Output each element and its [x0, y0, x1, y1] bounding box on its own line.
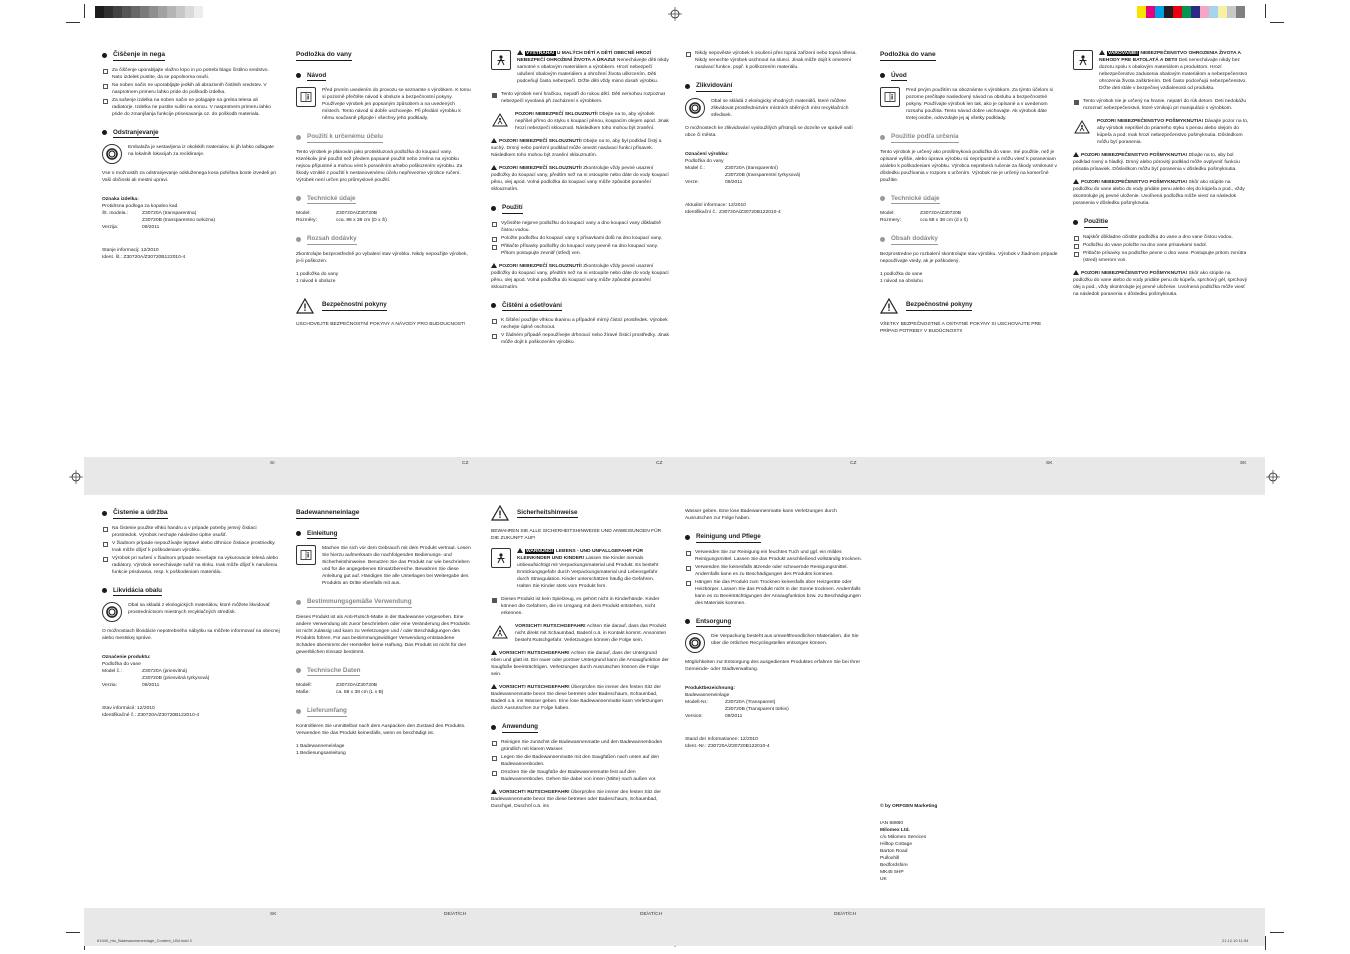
list-item: Přitlačte přísavky podložky do koupací vany pevně na dno koupací vany. Přitom postupujte zevnitř (střed) ven. [491, 243, 669, 257]
language-label: DE/AT/CH [640, 912, 663, 917]
warning-label: VÝSTRAHA! [526, 51, 555, 56]
warning-text: Skôr ako stúpite na podložku do vane alebo do vody pridáte penu alebo olej do kúpeľa a pod., vždy skontrolujte jej pevné uloženie. Uvoľnená podložka môže viesť na následok poranenia v dôsledku pošmyknutia. [1073, 180, 1245, 206]
delivery-item: 1 návod na obsluhu [880, 278, 923, 284]
crop-mark [1270, 932, 1284, 933]
paragraph: Tento výrobek je plánován jako protiskluzová podložka do koupací vany. Kterékoliv jiné použití než předem popsané použití nebo změna na výrobku nejsou přípustné a mohou vést k poraněním a/nebo poškozením výrobku. Za škody vzniklé z použití k nestanovenému účelu nepřevezme výrobce ručení. Výrobek není určen pro průmyslové použití. [296, 149, 463, 183]
recycle-icon [685, 633, 705, 653]
paragraph: Před prvním uvedením do provozu se seznamte s výrobkem. K tomu si pozorně přečtěte návod k obsluze a bezpečnostní pokyny. Používejte výrobek jen popsaným způsobem a na uvedených místech. Tento návod si dobře uschovejte. Při předání výrobku k němu současně připojte i všechny jeho podklady. [322, 88, 471, 121]
safety-note: USCHOVEJTE BEZPEČNOSTNÍ POKYNY A NÁVODY PRO BUDOUCNOST! [296, 321, 466, 327]
list-item: Vyčistěte nejprve podložku do koupací vany a dno koupací vany důkladně čistou vodou. [491, 220, 669, 234]
list-item: Za čiščenje uporabljajte vlažno krpo in po potrebi blago čistilno sredstvo. Nato izdelek pustite, da se popolnoma osuši. [102, 67, 280, 81]
section-heading: Anwendung [491, 722, 669, 733]
color-swatch [1209, 6, 1218, 18]
section-heading: Sicherheitshinweise [491, 504, 669, 522]
language-label: SI [270, 461, 275, 466]
spec-value: Z30720B (transparentno turkizna) [142, 218, 216, 223]
spec-key [102, 675, 142, 682]
list-item: Nikdy nepověste výrobek k osušení přes topná zařízení nebo topná tělesa. Nikdy nenechte výrobek uschnout na slunci. Jinak může dojít k omezení nasávací funkce, popř. k poškozením materiálu. [685, 50, 863, 71]
safety-note: VŠETKY BEZPEČNOSTNÉ A OSTATNÉ POKYNY SI USCHOVAJTE PRE PRÍPAD POTREBY V BUDÚCNOSTI! [880, 321, 1042, 334]
page-title: Podložka do vany [296, 50, 474, 61]
language-label: CZ [462, 461, 469, 466]
spec-key: Model č.: [685, 165, 705, 171]
spec-key: Model: [880, 211, 895, 216]
paragraph: O možnostech ke zlikvidování vysloužilých přístrojů se dozvíte ve správě vaší obce či města. [685, 125, 853, 138]
list-item: Najskôr dôkladne očistite podložku do vane a dno vane čistou vodou. [1073, 234, 1251, 241]
language-label: SK [1046, 461, 1053, 466]
crop-mark [66, 932, 80, 933]
spec-key: Verzia: [102, 683, 117, 688]
section-heading: Čistenie a údržba [102, 508, 280, 519]
info-book-icon [296, 87, 316, 107]
spec-key: Model: [296, 211, 311, 216]
color-swatch [194, 6, 203, 18]
list-item: Verwenden Sie zur Reinigung ein feuchtes Tuch und ggf. ein mildes Reinigungsmittel. Lassen Sie das Produkt anschließend vollständig trocknen. [685, 549, 863, 563]
list-item: Tento výrobok nie je určený na hranie, nepatrí do rúk detom. Deti nedokážu rozoznať nebezpečenstvá, ktoré vznikajú pri manipulácii s výrobkom. [1073, 98, 1251, 112]
warning-text: Dbajte na to, aby bol podklad rovný a hladký. Drsný alebo pórovitý podklad môže ovplyvniť funkciu prisatia prísaviek. Dôsledkom môžu byť poranenia v dôsledku pošmyknutia. [1073, 153, 1240, 172]
column-de-2 [491, 504, 669, 816]
crop-mark [1265, 4, 1266, 18]
column-sk-1 [880, 50, 1058, 341]
spec-value: 09/2011 [725, 714, 743, 719]
crop-mark [1270, 22, 1284, 23]
list-item: Legen Sie die Badewannenmatte mit den Saugfüßen nach unten auf den Badewannenboden. [491, 754, 669, 768]
spec-value: Z30720A (transparentna) [142, 211, 197, 216]
ident-number: Ident. št.: Z30720A/Z30720B122010-4 [102, 255, 186, 260]
warning-text: Zkontrolujte vždy pevné usazení podložky do koupací vany, předtím než na ni vstoupíte nebo dáte do vody koupací pěnu, olej apod. Volná podložka do koupací vany může způsobit poranění sklouznutím. [491, 166, 669, 192]
warning-text: Achten Sie darauf, dass das Produkt nicht direkt mit Schaumbad, Badeöl o.ä. in Kontakt kommt. Ansonsten besteht Rutschgefahr. Verletzungen können die Folge sein. [515, 624, 667, 643]
warning-text: Lassen Sie Kinder niemals unbeaufsichtigt mit Verpackungsmaterial und Produkt. Es besteht Erstickungsgefahr durch Verpackungsmaterial und Lebensgefahr durch Strangulation. Kinder unterschätzen häufig die Gefahren. Halten Sie Kinder stets vom Produkt fern. [517, 556, 659, 589]
list-item: Na čistenie použite vlhkú handru a v prípade potreby jemný čistiaci prostriedok. Výrobok nechajte následne úplne osušiť. [102, 525, 280, 539]
color-swatch [104, 6, 113, 18]
cmyk-color-bar [1137, 6, 1245, 18]
warning-title: POZOR! NEBEZPEČÍ SKLOUZNUTÍ! [515, 112, 598, 117]
section-heading: Entsorgung [685, 617, 863, 628]
crop-mark [66, 22, 80, 23]
warning-text: Zkontrolujte vždy pevné usazení podložky do koupací vany, předtím než na ni vstoupíte nebo dáte do vody koupací pěnu, olej apod. Volná podložka do koupací vany může způsobit poranění sklouznutím. [491, 263, 669, 290]
delivery-item: 1 podložka do vany [296, 271, 339, 277]
language-label: SK [270, 912, 277, 917]
warning-title: POZOR! NEBEZPEČÍ SKLOUZNUTÍ! [499, 139, 582, 144]
paragraph: Obal sa skladá z ekologických materiálov, ktoré môžete likvidovať prostredníctvom miestnych recyklačných stredísk. [128, 603, 271, 615]
section-heading: Použitie podľa určenia [880, 132, 1058, 143]
section-heading: Úvod [880, 71, 1058, 82]
list-item: Podložku do vane položte na dno vane prísavkami nadol. [1073, 242, 1251, 249]
info-date: Aktuální informace: 12/2010 [685, 202, 746, 208]
recycle-icon [102, 602, 122, 622]
warning-text: Nenechávejte děti nikdy samotné s obalovým materiálem a výrobkem. Hrozí nebezpečí udušení obalovým materiálem a ohrožení života uškrcením. Děti podceňují často nebezpečí. Držte děti vždy mimo dosah výrobku. [517, 58, 669, 84]
spec-key: Modell: [296, 683, 312, 688]
section-heading: Einleitung [296, 529, 474, 540]
crop-mark [1265, 936, 1266, 950]
child-warning-icon [491, 50, 511, 70]
color-swatch [95, 6, 104, 18]
info-date: Stanje informacij: 12/2010 [102, 248, 159, 253]
warning-text: Achten Sie darauf, dass der Untergrund eben und glatt ist. Ein rauer oder poröser Untergrund kann die Ansaugfunktion der Saugfüße beeinträchtigen. Verletzungen durch Ausrutschen können die Folge sein. [491, 651, 669, 677]
section-heading: Obsah dodávky [880, 234, 1058, 245]
list-item: Dieses Produkt ist kein Spielzeug, es gehört nicht in Kinderhände. Kinder können die Gefahren, die im Umgang mit dem Produkt entstehen, nicht erkennen. [491, 596, 669, 617]
color-swatch [203, 6, 212, 18]
address-line: Hilltop Cottage [880, 842, 913, 847]
ident-number: Ident.-Nr.: Z30720A/Z30720B122010-4 [685, 744, 770, 749]
section-heading: Bezpečnostné pokyny [880, 297, 1058, 315]
delivery-item: 1 návod k obsluze [296, 278, 336, 284]
warning-label: VAROVANIE! [1108, 51, 1138, 56]
warning-triangle-icon [296, 297, 314, 315]
spec-value: 09/2011 [142, 225, 160, 230]
product-name: Protidrsna podloga za kopalno kad [102, 204, 178, 209]
product-label-heading: Označenie produktu: [102, 655, 151, 660]
warning-title: POZOR! NEBEZPEČÍ SKLOUZNUTÍ! [499, 166, 582, 171]
color-swatch [1155, 6, 1164, 18]
color-swatch [158, 6, 167, 18]
warning-text: Dbejte na to, aby byl podklad čistý a suchý. Drsný nebo porézní podklad může omezit nasávací funkci přísavek. Následkem toho mohou být zranění sklouznutím. [491, 139, 662, 158]
address-line: MK45 5HP [880, 870, 904, 875]
color-swatch [1236, 6, 1245, 18]
warning-title: POZOR! NEBEZPEČENSTVO POŠMYKNUTIA! [1081, 153, 1188, 158]
company-name: Milomex Ltd. [880, 828, 910, 833]
product-label-heading: Označení výrobku: [685, 151, 729, 157]
ident-number: Identifikačné č.: Z30720A/Z30720B122010-4 [102, 713, 200, 718]
section-heading: Technické údaje [296, 194, 474, 205]
delivery-item: 1 Bedienungsanleitung [296, 750, 346, 756]
color-swatch [1227, 6, 1236, 18]
column-de-3 [685, 508, 863, 756]
column-cz-3 [685, 50, 863, 222]
address-line: Bedfordshire [880, 863, 908, 868]
paragraph: Embalaža je sestavljena iz okolskih materialov, ki jih lahko odlagate na lokalnih lokacijah za recikliranje. [128, 145, 274, 157]
info-book-icon [296, 545, 316, 565]
section-heading: Odstranjevanje [102, 128, 280, 139]
color-swatch [1146, 6, 1155, 18]
spec-value: Z30720A (Transparent) [725, 700, 776, 705]
column-sk-2 [1073, 50, 1251, 304]
registration-mark-icon [668, 7, 682, 21]
color-swatch [122, 6, 131, 18]
spec-value: Z30720A/Z30720B [920, 211, 962, 216]
spec-value: Z30720B (Transparent türkis) [725, 707, 789, 712]
spec-key: Verze: [685, 179, 699, 185]
warning-title: VORSICHT! RUTSCHGEFAHR! [499, 685, 570, 690]
warning-text: Dbejte na to, aby výrobek nepřišel přímo do styku s koupací pěnou, koupacím olejem apod. Jinak hrozí nebezpečí sklouznutí. Následkem toho mohou být zranění. [515, 112, 669, 131]
recycle-icon [102, 144, 122, 164]
warning-text: Dávajte pozor na to, aby výrobok neprišiel do priameho styku s penou alebo olejom do kúpeľa a pod. Inak hrozí nebezpečenstvo pošmyknutia. Dôsledkom môžu byť poranenia. [1097, 119, 1249, 145]
spec-key [102, 217, 142, 224]
warning-title: U MALÝCH DĚTÍ A DĚTÍ OBECNĚ HROZÍ NEBEZPEČÍ OHROŽENÍ ŽIVOTA A ÚRAZU! [517, 51, 652, 63]
list-item: Pritlačte prísavky na podložke pevne o dno vane. Postupujte pritom zvnútra (stred) smerom von. [1073, 250, 1251, 264]
spec-key: Maße: [296, 690, 310, 695]
warning-title: NEBEZPEČENSTVO OHROZENIA ŽIVOTA A NEHODY PRE BATOLATÁ A DETI! [1099, 51, 1241, 63]
section-heading: Zlikvidování [685, 81, 863, 92]
color-swatch [1191, 6, 1200, 18]
section-heading: Bestimmungsgemäße Verwendung [296, 597, 474, 608]
spec-key: Modell-Nr.: [685, 700, 709, 705]
column-de-1 [296, 508, 474, 763]
color-swatch [1137, 6, 1146, 18]
delivery-item: 1 Badewanneneinlage [296, 743, 345, 749]
spec-value: ca. 88 x 38 cm (L x B) [336, 690, 384, 695]
color-swatch [1182, 6, 1191, 18]
product-label-heading: Produktbezeichnung: [685, 686, 735, 691]
spec-key: Rozměry: [296, 218, 317, 223]
spec-value: 09/2011 [725, 179, 743, 185]
warning-title: LEBENS - UND UNFALLGEFAHR FÜR KLEINKINDER UND KINDER! [517, 549, 644, 561]
column-si [102, 50, 280, 267]
warning-text: Überprüfen Sie immer den festen Sitz der Badewannenmatte bevor Sie diese betreten oder Badeschaum, Schaumbad, Badeöl o.ä. ins Wasser geben. Eine lose Badewannenmatte kann Verletzungen durch Ausrutschen zur Folge haben. [491, 685, 663, 711]
product-label-heading: Oznaka izdelka: [102, 197, 139, 202]
spec-key [685, 706, 725, 713]
section-heading: Použití k určenému účelu [296, 132, 474, 143]
slip-warning-icon [1073, 118, 1091, 136]
page-title: Podložka do vane [880, 50, 1058, 61]
list-item: Výrobok pri sušení v žiadnom prípade nevešajte na vykurovacie telesá alebo radiátory. Výrobok nenechávajte sušiť na slnku. Inak môže dôjsť k narušeniu funkcie prisávania, resp. k poškodeniam materiálu. [102, 555, 280, 576]
section-heading: Čištění a ošetřování [491, 301, 669, 312]
spec-key [685, 172, 725, 179]
list-item: K čištění použijte vlhkou tkaninu a případně mírný čisticí prostředek. Výrobek nechejte úplně oschnout. [491, 317, 669, 331]
safety-note: BEWAHREN SIE ALLE SICHERHEITSHINWEISE UND ANWEISUNGEN FÜR DIE ZUKUNFT AUF! [491, 529, 662, 541]
list-item: Verwenden Sie keinesfalls ätzende oder scheuernde Reinigungsmittel. Andernfalls kann es zu Beschädigungen des Produkts kommen. [685, 564, 863, 578]
list-item: Reinigen Sie zunächst die Badewannenmatte und den Badewannenboden gründlich mit klarem Wasser. [491, 739, 669, 753]
file-name: 61940_rito_Badewanneneinlage_Content_LB4.indd 2 [97, 938, 192, 943]
paragraph: Zkontrolujte bezprostředně po vybalení stav výrobku. Nikdy nepoužijte výrobek, je-li poškozen. [296, 251, 468, 264]
column-sk-3 [102, 508, 280, 725]
paragraph: Dieses Produkt ist als Anti-Rutsch-Matte in der Badewanne vorgesehen. Eine andere Verwendung als zuvor beschrieben oder eine Veränderung des Produkts ist nicht zulässig und kann zu Verletzungen und / oder Beschädigungen des Produkts führen. Für aus bestimmungswidriger Verwendung entstandene Schäden übernimmt der Hersteller keine Haftung. Das Produkt ist nicht für den gewerblichen Einsatz bestimmt. [296, 614, 470, 655]
warning-title: POZOR! NEBEZPEČÍ SKLOUZNUTÍ! [499, 263, 582, 269]
section-heading: Lieferumfang [296, 706, 474, 717]
language-label: DE/AT/CH [444, 912, 467, 917]
spec-value: Z30720A/Z30720B [336, 211, 378, 216]
section-heading: Technische Daten [296, 666, 474, 677]
warning-triangle-icon [491, 504, 509, 522]
color-swatch [140, 6, 149, 18]
language-label: CZ [656, 461, 663, 466]
color-swatch [1200, 6, 1209, 18]
color-swatch [167, 6, 176, 18]
warning-triangle-icon [880, 297, 898, 315]
language-label: SK [1240, 461, 1247, 466]
paragraph: Machen Sie sich vor dem Gebrauch mit dem Produkt vertraut. Lesen Sie hierzu aufmerksam die nachfolgenden Bedienungs- und Sicherheitshinweise. Benutzen Sie das Produkt nur wie beschrieben und für die angegebenen Einsatzbereiche. Bewahren Sie diese Anleitung gut auf. Händigen Sie alle Unterlagen bei Weitergabe des Produkts an Dritte ebenfalls mit aus. [322, 546, 471, 586]
spec-value: 09/2011 [142, 683, 160, 688]
list-item: Za sušenje izdelka na noben način ne polagajte na grelna telesa ali radiatorje. Izdelka ne pustite sušiti na soncu. V nasprotnem primeru lahko pride do zmanjšanja funkcije prisesavanja oz. do poškodb materiala. [102, 97, 280, 118]
language-label: CZ [850, 461, 857, 466]
spec-value: Z30720A/Z30720B [336, 683, 378, 688]
page-footer-band [84, 908, 1265, 946]
info-date: Stav informácií: 12/2010 [102, 706, 155, 711]
color-swatch [149, 6, 158, 18]
section-heading: Bezpečnostní pokyny [296, 297, 474, 315]
section-heading: Rozsah dodávky [296, 234, 474, 245]
recycle-icon [685, 98, 705, 118]
spec-value: Z30720B (priesvitná tyrkysová) [142, 676, 210, 681]
spec-key: Št. modela.: [102, 211, 129, 216]
warning-title: VORSICHT! RUTSCHGEFAHR! [499, 651, 570, 656]
paragraph: Bezprostredne po rozbalení skontrolujte stav výrobku. Výrobok v žiadnom prípade nepoužívajte vtedy, ak je poškodený. [880, 251, 1058, 264]
color-swatch [131, 6, 140, 18]
spec-key: Version: [685, 714, 703, 719]
gray-color-bar [95, 6, 212, 18]
list-item: Tento výrobek není hračkou, nepatří do rukou dětí. Děti nemohou rozpoznat nebezpečí vyvolaná při zacházení s výrobkem. [491, 91, 669, 105]
warning-text: Deti nenechávajte nikdy bez dozoru spolu s obalovým materiálom a produktom. Hrozí nebezpečenstvo zadusenia obalovým materiálom a nebezpečenstvo ohrozenia života zaškrtením. Deti často podceňujú nebezpečenstvo. Držte deti stále v bezpečnej vzdialenosti od produktu. [1099, 58, 1248, 91]
address-line: c/o Milomex Services [880, 835, 927, 840]
address-line: Pulloxhill [880, 856, 900, 861]
warning-title: POZOR! NEBEZPEČENSTVO POŠMYKNUTIA! [1081, 270, 1188, 276]
slip-warning-icon [491, 623, 509, 641]
section-heading: Návod [296, 71, 474, 82]
page-footer-band [84, 457, 1265, 495]
delivery-item: 1 podložka do vane [880, 271, 923, 277]
warning-text: Überprüfen Sie immer den festen Sitz der Badewannenmatte bevor Sie diese betreten oder Badeschaum, Schaumbad, Duschgel, Duschöl o.ä. ins [491, 789, 661, 809]
info-date: Stand der Informationen: 12/2010 [685, 737, 758, 742]
copyright: © by ORFGEN Marketing [880, 804, 938, 809]
product-name: Podložka do vane [102, 662, 141, 667]
color-swatch [1218, 6, 1227, 18]
warning-title: POZOR! NEBEZPEČENSTVO POŠMYKNUTIA! [1081, 180, 1188, 185]
color-swatch [1164, 6, 1173, 18]
language-label: DE/AT/CH [834, 912, 857, 917]
paragraph: Tento výrobok je určený ako protišmyková podložka do vane. Iné použitie, než je opísané vyššie, alebo úprava výrobku sú neprípustné a môžu viesť k poraneniam a/alebo k poškodeniam výrobku. Výrobca nepreberá ručenie za škody vzniknuté v dôsledku používania v rozpore s určením. Výrobok nie je určený na komerčné použitie. [880, 149, 1057, 183]
paragraph: Pred prvým použitím sa oboznámte s výrobkom. Za týmto účelom si pozorne prečítajte nasledovný návod na obsluhu a bezpečnostné pokyny. Používajte výrobok len tak, ako je opísané a v uvedenom rozsahu použitia. Tento návod dobre uschovajte. Ak výrobok dáte tretej osobe, odovzdajte jej aj všetky podklady. [906, 88, 1054, 121]
child-warning-icon [491, 548, 511, 568]
registration-mark-icon [1266, 470, 1280, 484]
list-item: V žádném případě nepoužívejte drhnoucí nebo žíravé čisticí prostředky. Jinak může dojít k poškozením výrobku. [491, 332, 669, 346]
paragraph: Vse o možnostih za odstranjevanje odsluženega kosa pohištva boste izvedeli pri Vaši občinski ali mestni upravi. [102, 171, 276, 183]
address-line: Barton Road [880, 849, 908, 854]
paragraph: Wasser geben. Eine lose Badewannenmatte kann Verletzungen durch Ausrutschen zur Folge haben. [685, 509, 837, 521]
spec-key: Verzija: [102, 225, 119, 230]
product-name: Badewanneneinlage [685, 693, 730, 698]
spec-value: cca 88 x 38 cm (d x š) [920, 218, 968, 223]
list-item: Hängen Sie das Produkt zum Trocknen keinesfalls über Heizgeräte oder Heizkörper. Lassen Sie das Produkt nicht in der Sonne trocknen. Andernfalls kann es zu Beeinträchtigungen der Ansaugfunktion bzw. zu Beschädigungen des Materials kommen. [685, 579, 863, 607]
section-heading: Čiščenje in nega [102, 50, 280, 61]
paragraph: Die Verpackung besteht aus umweltfreundlichen Materialien, die Sie über die örtlichen Recyclingstellen entsorgen können. [711, 634, 859, 646]
paragraph: Möglichkeiten zur Entsorgung des ausgedienten Produktes erfahren Sie bei Ihrer Gemeinde- oder Stadtverwaltung. [685, 660, 861, 672]
warning-title: POZOR! NEBEZPEČENSTVO POŠMYKNUTIA! [1097, 119, 1204, 124]
ident-number: Identifikační č.: Z30720A/Z30720B122010-4 [685, 209, 781, 215]
list-item: Drücken Sie die Saugfüße der Badewannenmatte fest auf den Badewannenboden. Gehen Sie dabei von innen (Mitte) nach außen vor. [491, 769, 669, 783]
color-swatch [176, 6, 185, 18]
paragraph: Kontrollieren Sie unmittelbar nach dem Auspacken den Zustand des Produkts. Verwenden Sie das Produkt keinesfalls, wenn es beschädigt ist. [296, 723, 466, 736]
color-swatch [185, 6, 194, 18]
section-heading: Technické údaje [880, 194, 1058, 205]
spec-value: Z30720B (transparentní tyrkysová) [725, 172, 801, 178]
registration-mark-icon [69, 470, 83, 484]
spec-value: Z30720A (priesvitná) [142, 669, 188, 674]
page-title: Badewanneneinlage [296, 508, 474, 519]
info-book-icon [880, 87, 900, 107]
column-cz-2 [491, 50, 669, 352]
section-heading: Likvidácia obalu [102, 586, 280, 597]
list-item: Položte podložku do koupací vany s přísavkami dolů na dno koupací vany. [491, 235, 669, 242]
spec-key: Model č.: [102, 669, 122, 674]
print-date: 21.12.10 11:54 [1222, 938, 1249, 943]
list-item: V žiadnom prípade nepoužívajte leptavé alebo drhnúce čistiace prostriedky. Inak môže dôjsť k poškodeniam výrobku. [102, 540, 280, 554]
crop-mark [84, 4, 85, 18]
paragraph: O možnostiach likvidácie nepotrebného nábytku sa môžete informovať na obecnej alebo mestskej správe. [102, 629, 280, 641]
product-name: Podložka do vany [685, 158, 724, 164]
spec-value: cca. 88 x 38 cm (D x Š) [336, 218, 387, 223]
column-imprint [880, 803, 1058, 883]
ian-number: IAN 68860 [880, 821, 904, 826]
slip-warning-icon [491, 111, 509, 129]
section-heading: Použití [491, 203, 669, 214]
child-warning-icon [1073, 50, 1093, 70]
spec-key: Rozmery: [880, 218, 901, 223]
section-heading: Použitie [1073, 217, 1251, 228]
warning-title: VORSICHT! RUTSCHGEFAHR! [499, 789, 570, 795]
column-cz-1 [296, 50, 474, 334]
warning-text: Skôr ako stúpite na podložku do vane alebo do vody pridáte penu do kúpeľa, sprchový gél, sprchový olej a pod., vždy skontrolujte jej pevné uloženie. Uvoľnená podložka môže viesť na následok poranenia v dôsledku pošmyknutia. [1073, 270, 1248, 297]
warning-label: WARNUNG! [526, 549, 554, 554]
paragraph: Obal se skládá z ekologicky vhodných materiálů, které můžete zlikvidovat prostřednictvím místních sběrných míst recyklačních středisek. [711, 98, 849, 118]
address-line: UK [880, 877, 887, 882]
list-item: Na noben način ne uporabljajte jedkih ali abrazivnih čistilnih sredstev. V nasprotnem primeru lahko pride do poškodb izdelka. [102, 82, 280, 96]
warning-title: VORSICHT! RUTSCHGEFAHR! [515, 624, 586, 629]
spec-value: Z30720A (transparentní) [725, 165, 779, 171]
color-swatch [1173, 6, 1182, 18]
section-heading: Reinigung und Pflege [685, 532, 863, 543]
color-swatch [113, 6, 122, 18]
